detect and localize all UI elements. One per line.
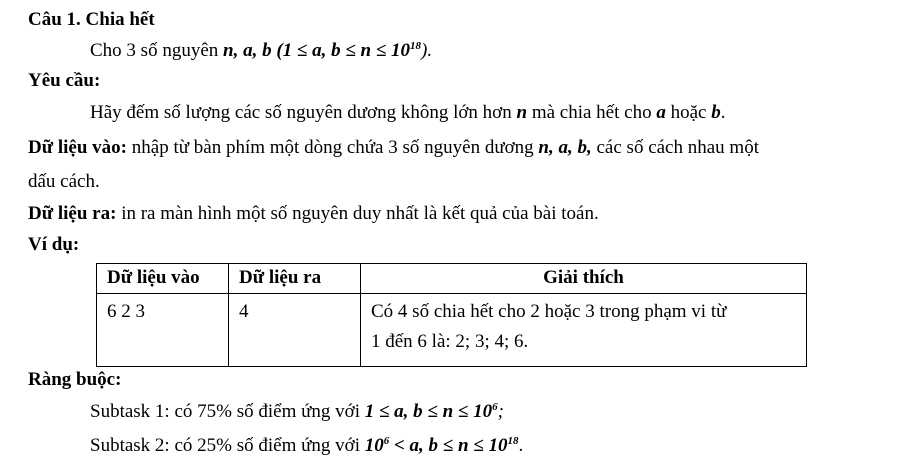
table-header-row xyxy=(97,264,807,294)
cell-explanation xyxy=(361,294,807,367)
input-text-2: các số cách nhau một xyxy=(591,137,759,158)
subtask1-exponent: 6 xyxy=(492,401,498,413)
intro-text: Cho 3 số nguyên xyxy=(90,40,223,61)
explanation-line-1: Có 4 số chia hết cho 2 hoặc 3 trong phạm vi từ xyxy=(371,301,727,322)
requirement-heading: Yêu cầu: xyxy=(28,70,101,91)
subtask1-math: 1 ≤ a, b ≤ n ≤ 10 xyxy=(364,401,493,422)
header-input: Dữ liệu vào xyxy=(97,264,229,294)
req-var-a: a xyxy=(656,102,666,123)
req-text-4: . xyxy=(720,102,726,123)
output-description xyxy=(28,202,599,226)
problem-intro xyxy=(90,39,432,65)
req-var-n: n xyxy=(516,102,528,123)
subtask2-exponent-b: 18 xyxy=(507,435,519,447)
input-description xyxy=(28,136,759,160)
intro-constraint: (1 ≤ a, b ≤ n ≤ 10 xyxy=(271,40,411,61)
subtask2-end: . xyxy=(518,435,524,456)
cell-output: 4 xyxy=(229,294,361,367)
input-text-1: nhập từ bàn phím một dòng chứa 3 số nguyên dương xyxy=(127,137,539,158)
header-output: Dữ liệu ra xyxy=(229,264,361,294)
req-text-1: Hãy đếm số lượng các số nguyên dương không lớn hơn xyxy=(90,102,517,123)
explanation-line-2: 1 đến 6 là: 2; 3; 4; 6. xyxy=(371,331,529,352)
subtask2-text: Subtask 2: có 25% số điểm ứng với xyxy=(90,435,365,456)
input-vars: n, a, b, xyxy=(538,137,592,158)
output-text: in ra màn hình một số nguyên duy nhất là kết quả của bài toán. xyxy=(116,203,599,224)
req-text-3: hoặc xyxy=(665,102,712,123)
req-text-2: mà chia hết cho xyxy=(527,102,657,123)
subtask2-exponent-a: 6 xyxy=(383,435,390,447)
header-explanation: Giải thích xyxy=(361,264,807,294)
subtask-1 xyxy=(90,400,504,426)
req-var-b: b xyxy=(711,102,721,123)
requirement-text xyxy=(90,101,725,125)
subtask2-math-b: < a, b ≤ n ≤ 10 xyxy=(389,435,508,456)
input-label: Dữ liệu vào: xyxy=(28,137,128,158)
subtask1-end: ; xyxy=(497,401,504,422)
intro-vars: n, a, b xyxy=(223,40,272,61)
output-label: Dữ liệu ra: xyxy=(28,203,117,224)
subtask-2 xyxy=(90,434,523,460)
subtask1-text: Subtask 1: có 75% số điểm ứng với xyxy=(90,401,365,422)
cell-input: 6 2 3 xyxy=(97,294,229,367)
example-heading: Ví dụ: xyxy=(28,234,80,255)
intro-end: ). xyxy=(421,40,433,61)
input-text-continued: dấu cách. xyxy=(28,171,100,192)
constraints-heading: Ràng buộc: xyxy=(28,369,122,390)
intro-exponent: 18 xyxy=(410,40,422,52)
table-row xyxy=(97,294,807,367)
example-table xyxy=(96,263,807,367)
problem-title: Câu 1. Chia hết xyxy=(28,9,155,30)
subtask2-math-a: 10 xyxy=(364,435,384,456)
